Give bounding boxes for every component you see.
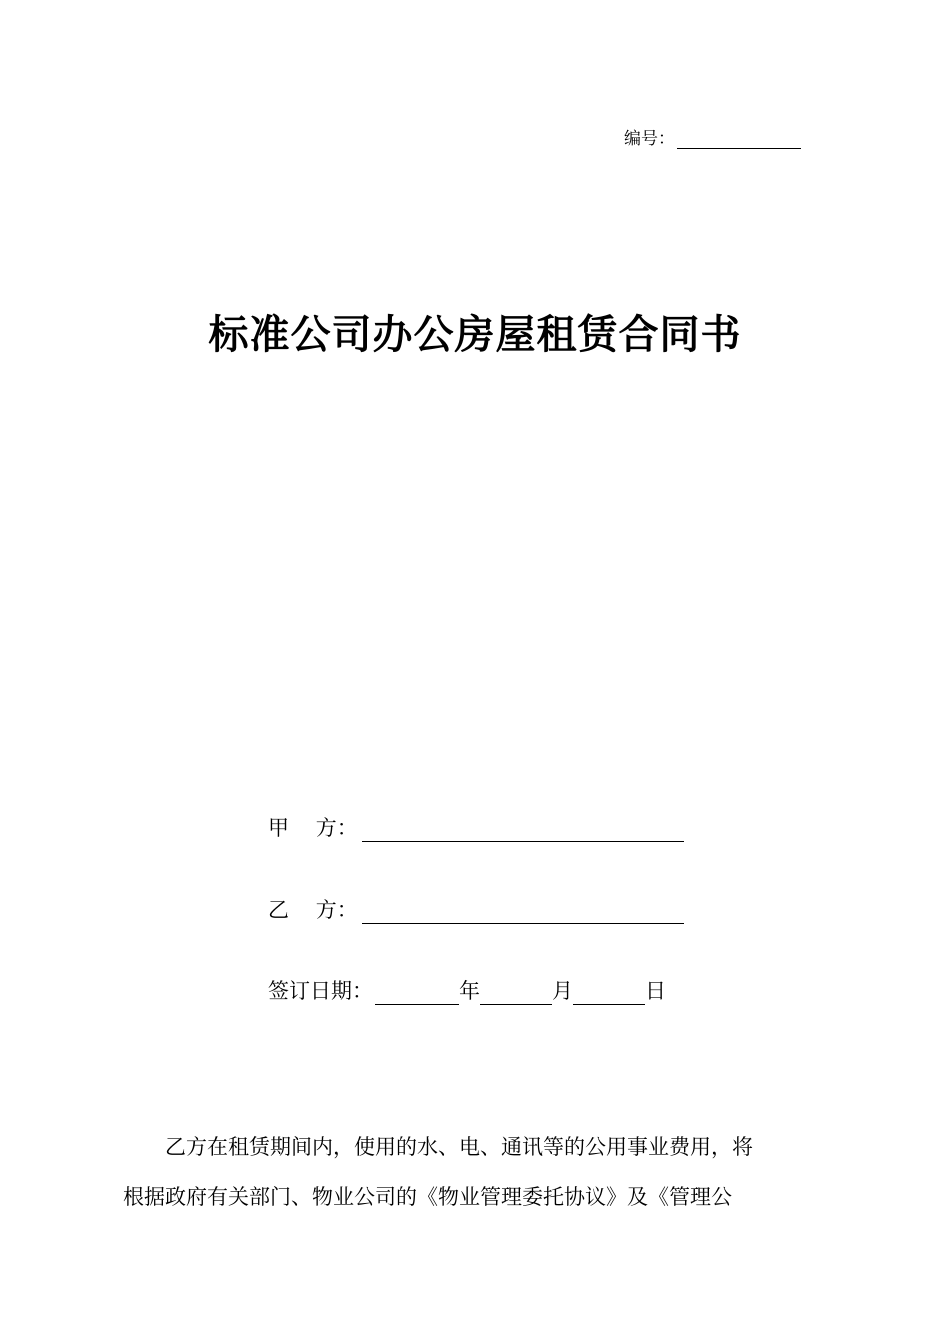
body-paragraph <box>123 1122 810 1222</box>
body-line-1: 乙方在租赁期间内，使用的水、电、通讯等的公用事业费用，将 <box>165 1135 753 1159</box>
month-blank <box>480 982 552 1005</box>
party-b-row <box>268 896 684 924</box>
day-label: 日 <box>645 979 666 1003</box>
party-a-label: 甲 方： <box>268 816 358 840</box>
signing-date-row <box>268 977 666 1005</box>
party-a-blank <box>362 819 684 842</box>
serial-number-label: 编号： <box>624 129 675 149</box>
serial-number-field <box>624 124 801 149</box>
day-blank <box>573 982 645 1005</box>
party-b-blank <box>362 901 684 924</box>
month-label: 月 <box>552 979 573 1003</box>
signing-date-label: 签订日期： <box>268 979 373 1003</box>
party-b-label: 乙 方： <box>268 898 358 922</box>
serial-number-blank <box>677 128 801 149</box>
party-a-row <box>268 814 684 842</box>
body-line-2: 根据政府有关部门、物业公司的《物业管理委托协议》及《管理公 <box>123 1185 732 1209</box>
year-label: 年 <box>459 979 480 1003</box>
year-blank <box>375 982 459 1005</box>
document-title: 标准公司办公房屋租赁合同书 <box>208 311 742 358</box>
